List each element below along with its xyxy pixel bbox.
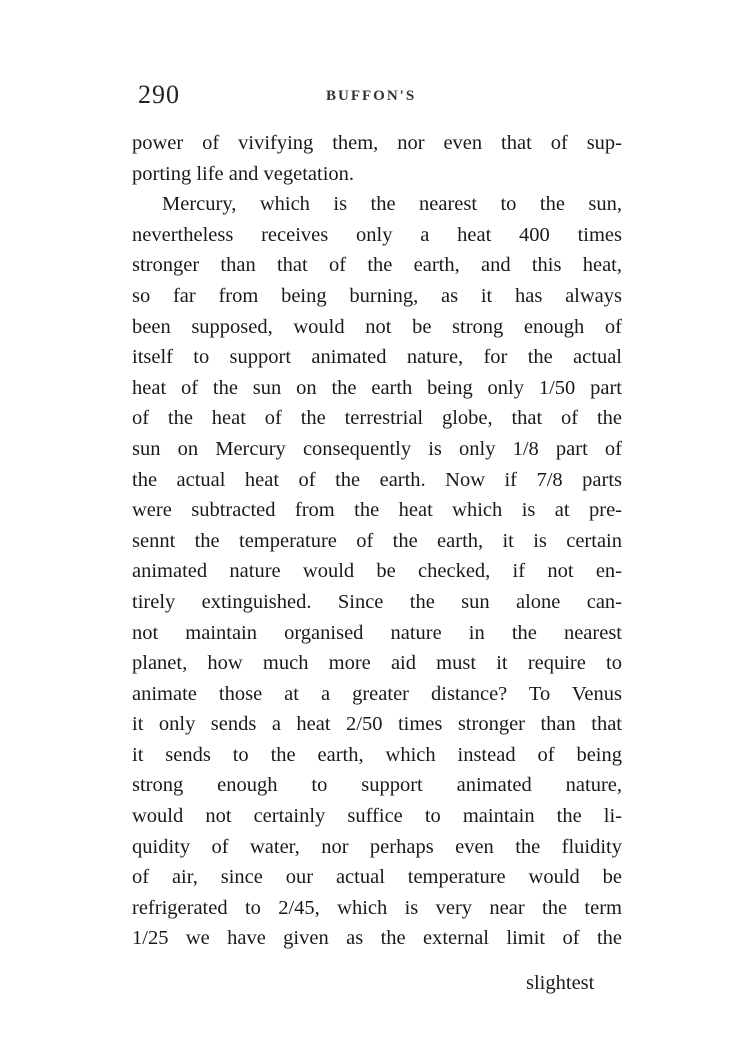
text-line: planet, how much more aid must it require to xyxy=(132,652,622,675)
running-head: BUFFON'S xyxy=(326,88,417,104)
page-number: 290 xyxy=(138,80,180,109)
text-line: strong enough to support animated nature, xyxy=(132,774,622,797)
text-line: it sends to the earth, which instead of being xyxy=(132,743,622,766)
text-line: sennt the temperature of the earth, it is certain xyxy=(132,529,622,552)
text-line: of air, since our actual temperature would be xyxy=(132,866,622,889)
text-line: quidity of water, nor perhaps even the fluidity xyxy=(132,835,622,858)
text-line: were subtracted from the heat which is at pre- xyxy=(132,499,622,522)
text-line: animated nature would be checked, if not en- xyxy=(132,560,622,583)
text-line: of the heat of the terrestrial globe, that of the xyxy=(132,407,622,430)
text-line: heat of the sun on the earth being only 1/50 part xyxy=(132,376,622,399)
catchword: slightest xyxy=(526,972,595,994)
text-line: 1/25 we have given as the external limit of the xyxy=(132,927,622,950)
body-text xyxy=(132,128,622,954)
text-line: the actual heat of the earth. Now if 7/8 parts xyxy=(132,468,622,491)
text-line: itself to support animated nature, for the actual xyxy=(132,346,622,369)
text-line: porting life and vegetation. xyxy=(132,162,355,185)
text-line: nevertheless receives only a heat 400 times xyxy=(132,223,622,246)
page-header xyxy=(138,80,618,112)
text-line: it only sends a heat 2/50 times stronger than that xyxy=(132,713,622,736)
text-line: tirely extinguished. Since the sun alone can- xyxy=(132,590,622,613)
text-line: Mercury, which is the nearest to the sun, xyxy=(162,193,622,216)
text-line: animate those at a greater distance? To Venus xyxy=(132,682,622,705)
text-line: been supposed, would not be strong enough of xyxy=(132,315,622,338)
text-line: refrigerated to 2/45, which is very near the term xyxy=(132,896,622,919)
text-line: stronger than that of the earth, and this heat, xyxy=(132,254,622,277)
text-line: would not certainly suffice to maintain the li- xyxy=(132,805,622,828)
text-line: so far from being burning, as it has always xyxy=(132,284,622,307)
text-line: sun on Mercury consequently is only 1/8 part of xyxy=(132,437,622,460)
text-line: power of vivifying them, nor even that of sup- xyxy=(132,132,622,154)
text-line: not maintain organised nature in the nearest xyxy=(132,621,622,644)
